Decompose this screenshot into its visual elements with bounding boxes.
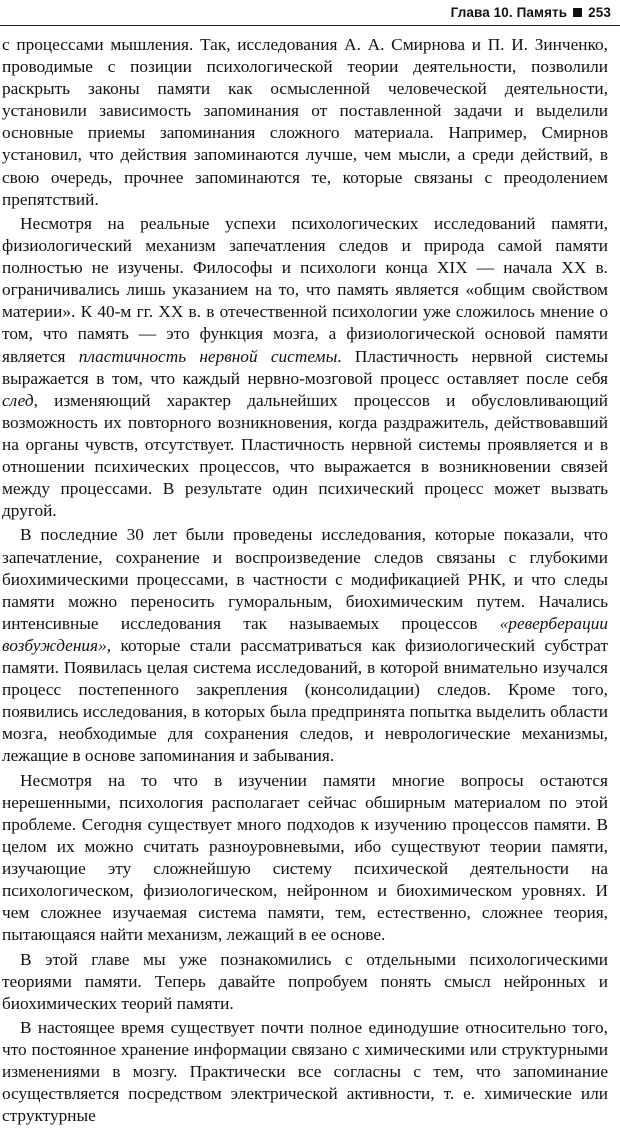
paragraph-5: В этой главе мы уже познакомились с отдельными психологическими теориями памяти. Теперь давайте попробуем понять смысл нейронных и биохимических теорий памяти. bbox=[2, 949, 608, 1013]
term-plasticity: пластичность нервной системы bbox=[78, 346, 338, 366]
square-bullet-icon bbox=[573, 8, 582, 17]
term-reverberation: «реверберации возбуждения» bbox=[2, 613, 608, 655]
paragraph-6: В настоящее время существует почти полное единодушие относительно того, что постоянное хранение информации связано с химическими или структурными изменениями в мозгу. Практически все согласны с тем, что запоминание осуществляется посредством электрической активности, т. е. химические или структурные bbox=[2, 1018, 608, 1126]
paragraph-3 bbox=[2, 524, 608, 767]
paragraph-2-text-a: Несмотря на реальные успехи психологических исследований памяти, физиологический механизм запечатления следов и природа самой памяти полностью не изучены. Философы и психологи конца XIX — начала XX в. ограничивались лишь указанием на то, что память является «общим свойством материи». К 40-м гг. XX в. в отечественной психологии уже сложилось мнение о том, что память — это функция мозга, а физиологической основой памяти является bbox=[2, 213, 608, 366]
paragraph-1: с процессами мышления. Так, исследования А. А. Смирнова и П. И. Зинченко, проводимые с позиции психологической теории деятельности, позволили раскрыть законы памяти как осмысленной человеческой деятельности, установили зависимость запоминания от поставленной задачи и выделили основные приемы запоминания сложного материала. Например, Смирнов установил, что действия запоминаются лучше, чем мысли, а среди действий, в свою очередь, прочнее запоминаются те, которые связаны с преодолением препятствий. bbox=[2, 35, 608, 209]
running-header bbox=[0, 0, 620, 26]
paragraph-2-text-c: , изменяющий характер дальнейших процессов и обусловливающий возможность их повторного возникновения, когда раздражитель, действовавший на органы чувств, отсутствует. Пластичность нервной системы проявляется и в отношении психических процессов, что выражается в возникновении связей между процессами. В результате один психический процесс может вызвать другой. bbox=[2, 390, 608, 521]
paragraph-4: Несмотря на то что в изучении памяти многие вопросы остаются нерешенными, психология располагает сейчас обширным материалом по этой проблеме. Сегодня существует много подходов к изучению процессов памяти. В целом их можно считать разноуровневыми, ибо существуют теории памяти, изучающие эту сложнейшую систему психической деятельности на психологическом, физиологическом, нейронном и биохимическом уровнях. И чем сложнее изучаемая система памяти, тем, естественно, сложнее теория, пытающаяся найти механизм, лежащий в ее основе. bbox=[2, 770, 608, 945]
paragraph-2-text-b: . Пластичность нервной системы выражается в том, что каждый нервно-мозговой процесс оставляет после себя bbox=[2, 346, 609, 388]
page-number: 253 bbox=[588, 5, 611, 20]
term-trace: след bbox=[2, 390, 34, 410]
paragraph-3-text-b: , которые стали рассматриваться как физиологический субстрат памяти. Появилась целая система исследований, в которой внимательно изучался процесс постепенного закрепления (консолидации) следов. Кроме того, появились исследования, в которых была предпринята попытка выделить области мозга, необходимые для сохранения следов, и неврологические механизмы, лежащие в основе запоминания и забывания. bbox=[2, 635, 608, 766]
paragraph-3-text-a: В последние 30 лет были проведены исследования, которые показали, что запечатление, сохранение и воспроизведение следов связаны с глубокими биохимическими процессами, в частности с модификацией РНК, и что следы памяти можно переносить гуморальным, биохимическим путем. Начались интенсивные исследования так называемых процессов bbox=[2, 525, 608, 633]
chapter-title: Глава 10. Память bbox=[450, 5, 568, 20]
body-text bbox=[2, 34, 608, 1130]
paragraph-2 bbox=[2, 213, 608, 522]
